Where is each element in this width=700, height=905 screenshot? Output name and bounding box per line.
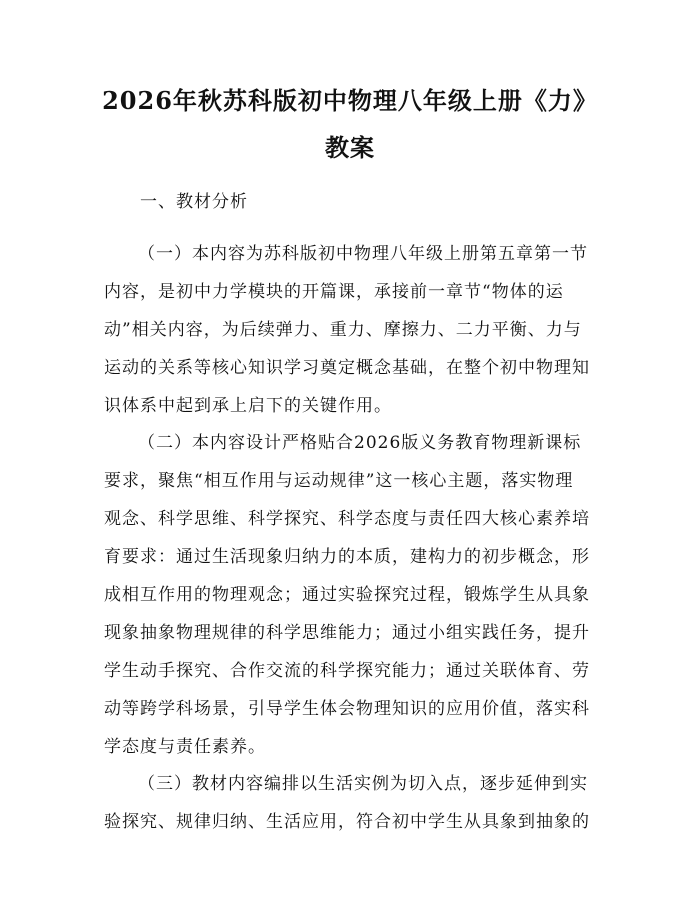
paragraph-line: 要求，聚焦“相互作用与运动规律”这一核心主题，落实物理 [104,471,574,491]
paragraph-line: 观念、科学思维、科学探究、科学态度与责任四大核心素养培 [104,509,590,529]
paragraph-line: 验探究、规律归纳、生活应用，符合初中学生从具象到抽象的 [104,812,590,832]
document-title-continued: 教案 [325,133,375,162]
paragraph-line: 现象抽象物理规律的科学思维能力；通过小组实践任务，提升 [104,623,590,643]
paragraph-1 [104,235,598,425]
paragraph-line: （二）本内容设计严格贴合2026版义务教育物理新课标 [138,433,582,453]
paragraph-line: （三）教材内容编排以生活实例为切入点，逐步延伸到实 [138,774,588,794]
paragraph-3 [104,765,598,841]
paragraph-line: 识体系中起到承上启下的关键作用。 [104,396,392,416]
paragraph-line: 内容，是初中力学模块的开篇课，承接前一章节“物体的运 [104,282,564,302]
paragraph-line: 动”相关内容，为后续弹力、重力、摩擦力、二力平衡、力与 [104,320,582,340]
paragraph-line: 育要求：通过生活现象归纳力的本质，建构力的初步概念，形 [104,547,590,567]
paragraph-line: 运动的关系等核心知识学习奠定概念基础，在整个初中物理知 [104,358,590,378]
paragraph-line: 学生动手探究、合作交流的科学探究能力；通过关联体育、劳 [104,661,590,681]
document-title: 2026年秋苏科版初中物理八年级上册《力》 [102,86,598,115]
paragraph-line: 动等跨学科场景，引导学生体会物理知识的应用价值，落实科 [104,699,590,719]
paragraph-line: 学态度与责任素养。 [104,737,266,757]
section-heading: 一、教材分析 [140,192,248,212]
paragraph-line: 成相互作用的物理观念；通过实验探究过程，锻炼学生从具象 [104,585,590,605]
paragraph-2 [104,424,598,766]
paragraph-line: （一）本内容为苏科版初中物理八年级上册第五章第一节 [138,244,588,264]
